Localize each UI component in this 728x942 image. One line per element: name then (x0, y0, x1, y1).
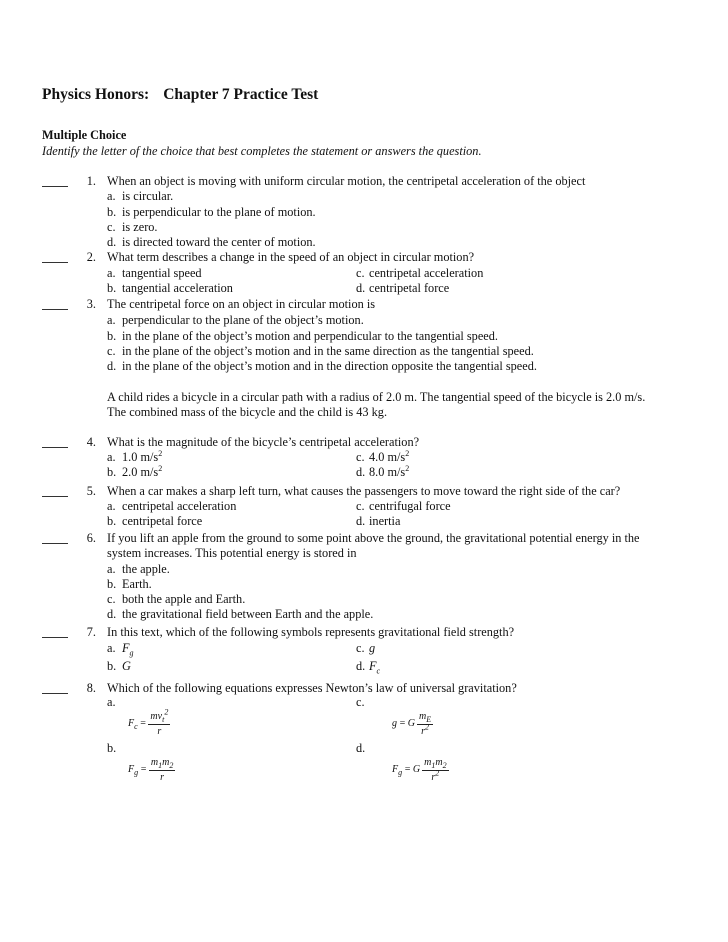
equals: = (404, 763, 411, 775)
coefficient: G (412, 763, 421, 775)
option-c[interactable] (369, 641, 375, 655)
fraction (148, 709, 170, 738)
question-text: The centripetal force on an object in circular motion is (107, 297, 376, 311)
option-letter[interactable]: c. (356, 641, 365, 655)
option-text: 1.0 m/s (122, 450, 159, 464)
option-d[interactable] (122, 235, 316, 249)
option-d[interactable] (369, 514, 400, 528)
equation-option-c[interactable] (392, 709, 433, 738)
question-number: 7. (86, 625, 96, 639)
option-text: centripetal acceleration (122, 499, 237, 513)
question-number: 5. (86, 484, 96, 498)
coefficient: G (407, 717, 415, 729)
question-text: When an object is moving with uniform circular motion, the centripetal acceleration of the object (107, 174, 586, 188)
option-letter[interactable]: c. (107, 220, 116, 234)
option-text: centripetal acceleration (369, 266, 484, 280)
option-text: in the plane of the object’s motion and in the same direction as the tangential speed. (122, 344, 534, 358)
equals: = (140, 763, 147, 775)
passage-line: A child rides a bicycle in a circular path with a radius of 2.0 m. The tangential speed of the bicycle is 2.0 m/s. (107, 390, 646, 404)
answer-blank[interactable] (42, 447, 68, 448)
equation-lhs: $F_c$ (128, 717, 138, 731)
option-letter[interactable]: c. (356, 695, 365, 709)
option-letter[interactable]: c. (356, 266, 365, 280)
option-text: tangential speed (122, 266, 202, 280)
denominator: r (160, 772, 165, 783)
symbol: g (369, 641, 376, 655)
option-text: centripetal force (122, 514, 203, 528)
option-a[interactable] (122, 450, 162, 464)
option-b[interactable] (122, 659, 131, 673)
option-text: 2.0 m/s (122, 465, 159, 479)
answer-blank[interactable] (42, 543, 68, 544)
equals: = (399, 717, 406, 729)
equation-option-d[interactable] (392, 755, 449, 784)
option-b[interactable] (122, 329, 498, 343)
option-text: 4.0 m/s (369, 450, 406, 464)
option-letter[interactable]: b. (107, 577, 117, 591)
option-letter[interactable]: d. (356, 465, 366, 479)
option-letter[interactable]: a. (107, 499, 116, 513)
option-letter[interactable]: a. (107, 266, 116, 280)
question-text: If you lift an apple from the ground to some point above the ground, the gravitational potential energy in the (107, 531, 640, 545)
answer-blank[interactable] (42, 496, 68, 497)
fraction (422, 755, 448, 784)
option-letter[interactable]: c. (356, 450, 365, 464)
option-letter[interactable]: d. (107, 235, 117, 249)
option-a[interactable] (122, 641, 134, 658)
option-c[interactable] (122, 344, 534, 358)
option-c[interactable] (122, 592, 245, 606)
option-a[interactable] (122, 266, 202, 280)
option-letter[interactable]: d. (107, 359, 117, 373)
option-letter[interactable]: b. (107, 465, 117, 479)
option-text: tangential acceleration (122, 281, 233, 295)
option-a[interactable] (122, 189, 173, 203)
option-d[interactable] (369, 281, 449, 295)
question-number: 6. (86, 531, 96, 545)
option-b[interactable] (122, 205, 316, 219)
numerator: $mv_t^2$ (150, 707, 169, 724)
fraction (417, 709, 433, 738)
option-letter[interactable]: d. (356, 659, 366, 673)
course-name: Physics Honors: (42, 86, 150, 103)
option-letter[interactable]: c. (107, 344, 116, 358)
question-number: 8. (86, 681, 96, 695)
denominator: r (157, 726, 162, 737)
option-a[interactable] (122, 313, 364, 327)
symbol: G (122, 659, 131, 673)
option-text: the gravitational field between Earth and the apple. (122, 607, 374, 621)
question-number: 4. (86, 435, 96, 449)
symbol: F (369, 659, 377, 673)
answer-blank[interactable] (42, 262, 68, 263)
option-b[interactable] (122, 281, 233, 295)
option-c[interactable] (122, 220, 158, 234)
option-text: the apple. (122, 562, 170, 576)
denominator: $r^2$ (431, 768, 440, 783)
option-letter[interactable]: a. (107, 189, 116, 203)
numerator: $m_E$ (418, 711, 432, 724)
option-text: is perpendicular to the plane of motion. (122, 205, 316, 219)
symbol-subscript: c (376, 666, 381, 676)
answer-blank[interactable] (42, 693, 68, 694)
option-letter[interactable]: a. (107, 695, 116, 709)
answer-blank[interactable] (42, 309, 68, 310)
option-letter[interactable]: a. (107, 450, 116, 464)
option-letter[interactable]: d. (356, 741, 366, 755)
numerator: $m_1m_2$ (150, 757, 174, 770)
equals: = (139, 717, 147, 729)
option-text: is circular. (122, 189, 174, 203)
symbol: F (122, 641, 130, 655)
unit-exponent: 2 (405, 463, 410, 473)
passage-line: The combined mass of the bicycle and the child is 43 kg. (107, 405, 388, 419)
symbol-subscript: g (129, 648, 134, 658)
option-letter[interactable]: b. (107, 514, 117, 528)
question-number: 1. (86, 174, 96, 188)
question-text: What term describes a change in the speed of an object in circular motion? (107, 250, 475, 264)
question-text: What is the magnitude of the bicycle’s centripetal acceleration? (107, 435, 420, 449)
equation-lhs: $F_g$ (128, 763, 139, 777)
option-letter[interactable]: b. (107, 205, 117, 219)
test-name: Chapter 7 Practice Test (163, 86, 319, 103)
equation-lhs: $F_g$ (392, 763, 403, 777)
denominator: $r^2$ (421, 722, 429, 737)
unit-exponent: 2 (405, 448, 410, 458)
option-text: Earth. (122, 577, 152, 591)
equation-option-b[interactable] (128, 755, 175, 784)
equation-option-a[interactable] (128, 709, 170, 738)
option-b[interactable] (122, 465, 162, 479)
option-letter[interactable]: a. (107, 641, 116, 655)
page-title (42, 88, 318, 102)
numerator: $m_1m_2$ (424, 757, 447, 770)
question-text: Which of the following equations expresses Newton’s law of universal gravitation? (107, 681, 517, 695)
option-letter[interactable]: d. (356, 514, 366, 528)
option-letter[interactable]: b. (107, 329, 117, 343)
option-letter[interactable]: a. (107, 562, 116, 576)
question-text: In this text, which of the following symbols represents gravitational field strength? (107, 625, 515, 639)
option-text: inertia (369, 514, 401, 528)
option-d[interactable] (122, 359, 537, 373)
answer-blank[interactable] (42, 186, 68, 187)
option-text: in the plane of the object’s motion and in the direction opposite the tangential speed. (122, 359, 537, 373)
answer-blank[interactable] (42, 637, 68, 638)
unit-exponent: 2 (158, 463, 163, 473)
option-b[interactable] (122, 514, 202, 528)
fraction (149, 755, 175, 784)
option-text: is directed toward the center of motion. (122, 235, 316, 249)
option-d[interactable] (122, 607, 373, 621)
question-text: When a car makes a sharp left turn, what causes the passengers to move toward the right side of the car? (107, 484, 621, 498)
option-text: is zero. (122, 220, 158, 234)
option-letter[interactable]: a. (107, 313, 116, 327)
option-text: both the apple and Earth. (122, 592, 246, 606)
option-b[interactable] (122, 577, 152, 591)
option-d[interactable] (369, 659, 381, 676)
option-c[interactable] (369, 266, 483, 280)
option-letter[interactable]: d. (107, 607, 117, 621)
question-number: 3. (86, 297, 96, 311)
option-text: perpendicular to the plane of the object’s motion. (122, 313, 364, 327)
option-letter[interactable]: b. (107, 741, 117, 755)
option-text: centripetal force (369, 281, 450, 295)
option-letter[interactable]: d. (356, 281, 366, 295)
option-text: centrifugal force (369, 499, 451, 513)
option-c[interactable] (369, 499, 451, 513)
unit-exponent: 2 (158, 448, 163, 458)
option-letter[interactable]: c. (356, 499, 365, 513)
option-d[interactable] (369, 465, 409, 479)
option-c[interactable] (369, 450, 409, 464)
question-number: 2. (86, 250, 96, 264)
option-letter[interactable]: b. (107, 281, 117, 295)
option-a[interactable] (122, 499, 236, 513)
section-heading: Multiple Choice (42, 128, 127, 142)
option-text: in the plane of the object’s motion and perpendicular to the tangential speed. (122, 329, 498, 343)
option-letter[interactable]: c. (107, 592, 116, 606)
option-a[interactable] (122, 562, 170, 576)
option-text: 8.0 m/s (369, 465, 406, 479)
equation-lhs: g (392, 717, 397, 729)
instructions: Identify the letter of the choice that best completes the statement or answers the question. (42, 144, 482, 158)
question-text-continued: system increases. This potential energy is stored in (107, 546, 357, 560)
option-letter[interactable]: b. (107, 659, 117, 673)
